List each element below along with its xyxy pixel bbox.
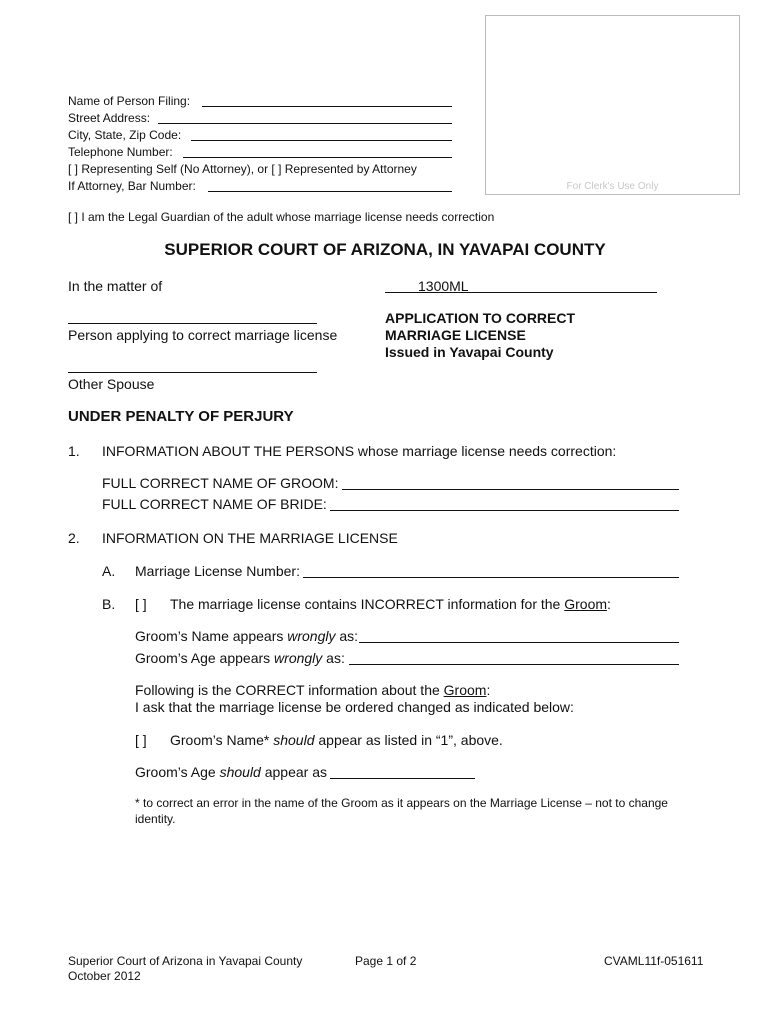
clerk-use-label: For Clerk's Use Only (566, 181, 659, 192)
court-title: SUPERIOR COURT OF ARIZONA, IN YAVAPAI COUNTY (164, 240, 606, 259)
case-number-field[interactable] (385, 292, 657, 293)
groom-name-should-part3: appear as listed in “1”, above. (314, 732, 503, 748)
telephone-row (68, 144, 173, 161)
applicant-name-field[interactable] (68, 323, 317, 324)
representation-row[interactable] (68, 161, 417, 178)
correct-info-text: Following is the CORRECT information about the (135, 682, 444, 698)
bar-number-field[interactable] (208, 191, 452, 192)
groom-underlined: Groom (564, 596, 608, 612)
other-spouse-label: Other Spouse (68, 376, 155, 392)
groom-age-should-label (135, 764, 327, 780)
bride-name-field[interactable] (330, 510, 679, 511)
groom-age-wrong-italic: wrongly (274, 650, 323, 666)
section1-number: 1. (68, 443, 80, 459)
footer-form-code: CVAML11f-051611 (604, 954, 704, 968)
footer-page-number: Page 1 of 2 (355, 954, 417, 968)
doc-title-line1: APPLICATION TO CORRECT (385, 310, 576, 326)
groom-age-should-italic: should (219, 764, 261, 780)
footer-date: October 2012 (68, 969, 141, 983)
correct-info-colon: : (486, 682, 491, 698)
representation-text: [ ] Representing Self (No Attorney), or [ ] Represented by Attorney (68, 162, 417, 176)
street-address-row (68, 110, 150, 127)
city-state-zip-field[interactable] (191, 140, 452, 141)
order-request-text: I ask that the marriage license be ordered changed as indicated below: (135, 699, 574, 715)
item-b-letter: B. (102, 596, 116, 612)
groom-age-should-part1: Groom’s Age (135, 764, 220, 780)
legal-guardian-checkbox-row[interactable] (68, 209, 494, 226)
groom-name-field[interactable] (342, 489, 679, 490)
section1-heading: INFORMATION ABOUT THE PERSONS whose marriage license needs correction: (102, 443, 617, 459)
footer-court: Superior Court of Arizona in Yavapai County (68, 954, 303, 968)
telephone-field[interactable] (183, 157, 452, 158)
groom-age-wrong-label (135, 650, 345, 666)
filer-name-field[interactable] (202, 106, 452, 107)
groom-age-should-field[interactable] (330, 778, 475, 779)
filer-name-label: Name of Person Filing: (68, 94, 191, 108)
incorrect-groom-text: The marriage license contains INCORRECT information for the (170, 596, 565, 612)
groom-age-wrong-field[interactable] (349, 664, 679, 665)
other-spouse-field[interactable] (68, 372, 317, 373)
incorrect-groom-statement (170, 596, 611, 612)
groom-name-wrong-field[interactable] (359, 642, 679, 643)
footnote-line2: identity. (135, 812, 176, 826)
doc-title-line3: Issued in Yavapai County (385, 344, 554, 360)
groom-age-should-part3: appear as (260, 764, 327, 780)
bar-number-label: If Attorney, Bar Number: (68, 179, 196, 193)
groom-name-wrong-part1: Groom’s Name appears (135, 628, 288, 644)
section2-heading: INFORMATION ON THE MARRIAGE LICENSE (102, 530, 398, 546)
city-state-zip-label: City, State, Zip Code: (68, 128, 182, 142)
groom-age-wrong-part1: Groom’s Age appears (135, 650, 275, 666)
applicant-label: Person applying to correct marriage license (68, 327, 338, 343)
correct-info-heading (135, 682, 490, 698)
street-address-field[interactable] (158, 123, 452, 124)
filer-name-row (68, 93, 190, 110)
city-state-zip-row (68, 127, 181, 144)
incorrect-groom-checkbox[interactable]: [ ] (135, 596, 147, 612)
legal-guardian-text: [ ] I am the Legal Guardian of the adult whose marriage license needs correction (68, 210, 495, 224)
bar-number-row (68, 178, 196, 195)
street-address-label: Street Address: (68, 111, 151, 125)
incorrect-groom-colon: : (607, 596, 611, 612)
doc-title-line2: MARRIAGE LICENSE (385, 327, 526, 343)
bride-name-label: FULL CORRECT NAME OF BRIDE: (102, 496, 327, 512)
license-number-field[interactable] (303, 577, 679, 578)
groom-name-wrong-italic: wrongly (287, 628, 336, 644)
telephone-label: Telephone Number: (68, 145, 173, 159)
license-number-label: Marriage License Number: (135, 563, 300, 579)
footnote-line1: * to correct an error in the name of the Groom as it appears on the Marriage License – not to change (135, 796, 668, 810)
groom-name-label: FULL CORRECT NAME OF GROOM: (102, 475, 339, 491)
groom-name-should-checkbox[interactable]: [ ] (135, 732, 147, 748)
clerk-use-box (485, 15, 740, 195)
groom-name-should-italic: should (273, 732, 315, 748)
matter-label: In the matter of (68, 278, 163, 294)
groom-name-should-part1: Groom’s Name* (170, 732, 274, 748)
section2-number: 2. (68, 530, 80, 546)
groom-name-should-statement (170, 732, 503, 748)
item-a-letter: A. (102, 563, 116, 579)
correct-info-groom: Groom (443, 682, 487, 698)
groom-name-wrong-label (135, 628, 358, 644)
case-number: 1300ML (418, 278, 469, 294)
groom-age-wrong-part3: as: (322, 650, 345, 666)
groom-name-wrong-part3: as: (335, 628, 359, 644)
perjury-heading: UNDER PENALTY OF PERJURY (68, 408, 294, 425)
